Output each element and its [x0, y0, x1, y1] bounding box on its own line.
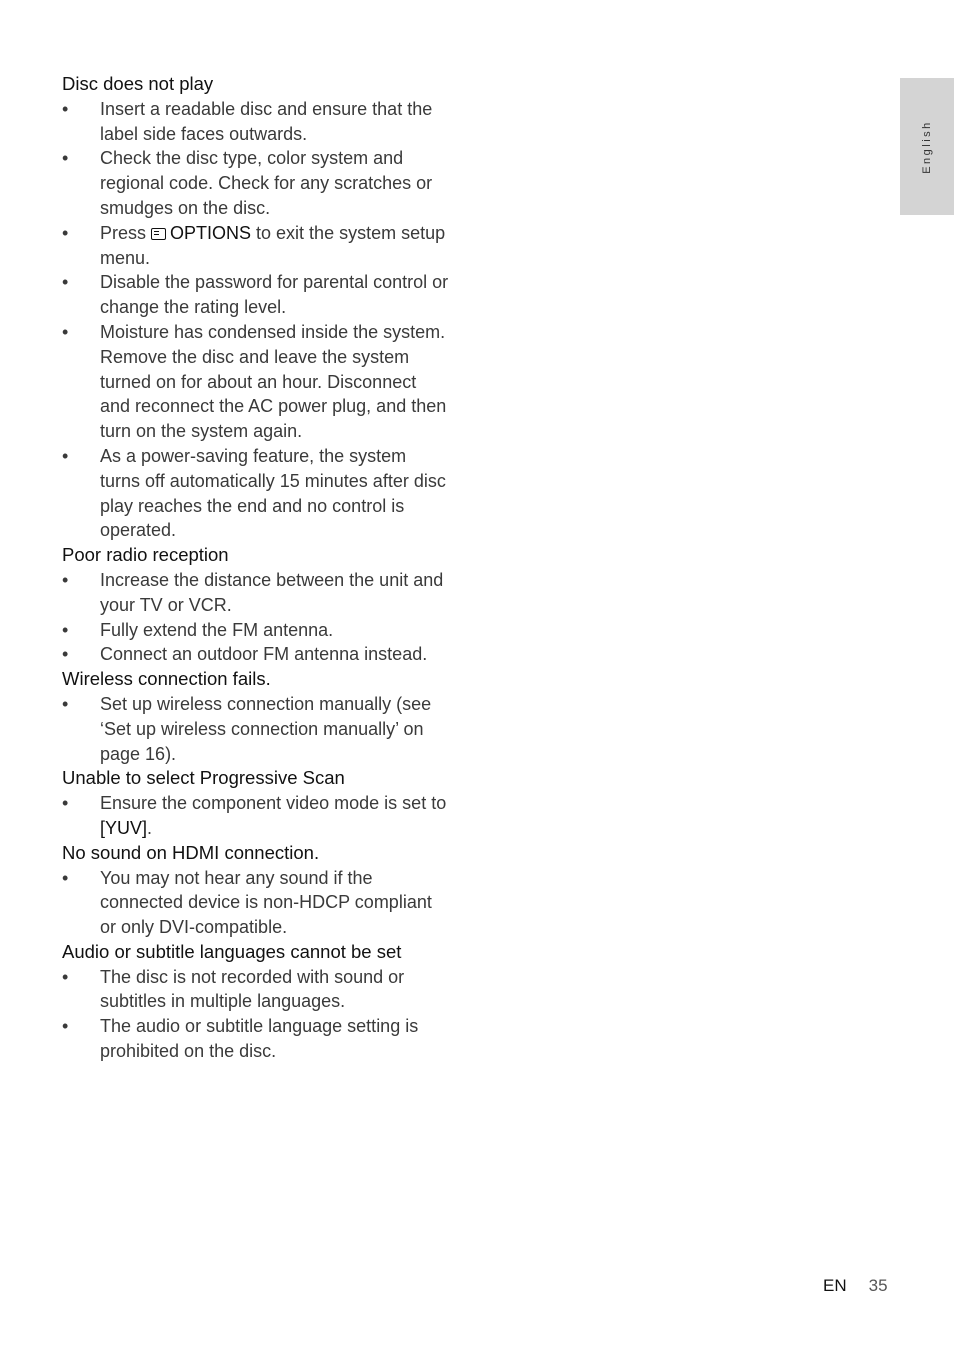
list-item-text-suffix: . — [147, 817, 153, 838]
bullet-icon: • — [62, 867, 69, 888]
bullet-icon: • — [62, 272, 69, 293]
bullet-list — [62, 791, 450, 841]
list-item — [62, 444, 450, 543]
list-item — [62, 270, 450, 320]
bullet-icon: • — [62, 321, 69, 342]
page-footer — [823, 1276, 888, 1296]
section-title: No sound on HDMI connection. — [62, 841, 320, 863]
bullet-icon: • — [62, 966, 69, 987]
list-item — [62, 1014, 450, 1064]
section-title: Disc does not play — [62, 73, 214, 94]
list-item — [62, 965, 450, 1015]
troubleshooting-content — [62, 72, 450, 1064]
list-item — [62, 791, 450, 841]
options-menu-icon — [151, 228, 166, 240]
list-item-text: Set up wireless connection manually (see ‘Set up wireless connection manually’ on page 16). — [100, 693, 432, 764]
list-item — [62, 866, 450, 940]
list-item-text: The disc is not recorded with sound or subtitles in multiple languages. — [100, 966, 405, 1012]
language-tab-label: English — [921, 119, 933, 174]
yuv-keyword: [YUV] — [100, 817, 148, 838]
language-code: EN — [823, 1276, 847, 1295]
bullet-list — [62, 692, 450, 766]
options-keyword: OPTIONS — [170, 222, 252, 243]
bullet-list — [62, 568, 450, 667]
list-item-text: Connect an outdoor FM antenna instead. — [100, 644, 428, 665]
list-item-text-prefix: Press — [100, 222, 152, 243]
list-item-text: Moisture has condensed inside the system. Remove the disc and leave the system turned on for about an hour. Disconnect and reconnect the AC power plug, and then turn on the system again. — [100, 321, 447, 442]
bullet-icon: • — [62, 793, 69, 814]
list-item-text: The audio or subtitle language setting is prohibited on the disc. — [100, 1016, 419, 1062]
bullet-icon: • — [62, 644, 69, 665]
list-item-text-prefix: Ensure the component video mode is set to — [100, 793, 447, 814]
bullet-list — [62, 866, 450, 940]
bullet-icon: • — [62, 98, 69, 119]
list-item — [62, 320, 450, 444]
list-item-text: Increase the distance between the unit and your TV or VCR. — [100, 569, 444, 615]
list-item-text: Check the disc type, color system and regional code. Check for any scratches or smudges on the disc. — [100, 148, 433, 218]
list-item — [62, 568, 450, 618]
section-title: Wireless connection fails. — [62, 668, 271, 690]
bullet-list — [62, 965, 450, 1064]
list-item — [62, 221, 450, 271]
list-item-text: As a power-saving feature, the system turns off automatically 15 minutes after disc play reaches the end and no control is operated. — [100, 445, 446, 541]
bullet-icon: • — [62, 1016, 69, 1037]
bullet-icon: • — [62, 569, 69, 590]
section-title: Audio or subtitle languages cannot be set — [62, 940, 402, 962]
list-item — [62, 618, 450, 643]
bullet-icon: • — [62, 619, 69, 640]
list-item — [62, 692, 450, 766]
list-item-text: Fully extend the FM antenna. — [100, 619, 334, 640]
bullet-icon: • — [62, 445, 69, 466]
list-item-text: Disable the password for parental control or change the rating level. — [100, 272, 449, 318]
bullet-icon: • — [62, 148, 69, 169]
section-title: Unable to select Progressive Scan — [62, 767, 345, 789]
list-item — [62, 146, 450, 220]
bullet-list — [62, 97, 450, 543]
section-title: Poor radio reception — [62, 544, 229, 566]
bullet-icon: • — [62, 693, 69, 714]
bullet-icon: • — [62, 222, 69, 243]
list-item-text-suffix: to exit the system setup menu. — [100, 222, 446, 268]
page-number: 35 — [868, 1276, 888, 1295]
list-item — [62, 97, 450, 147]
list-item — [62, 642, 450, 667]
list-item-text: You may not hear any sound if the connected device is non-HDCP compliant or only DVI-compatible. — [100, 867, 432, 938]
language-side-tab — [900, 78, 954, 215]
list-item-text: Insert a readable disc and ensure that the label side faces outwards. — [100, 98, 433, 144]
